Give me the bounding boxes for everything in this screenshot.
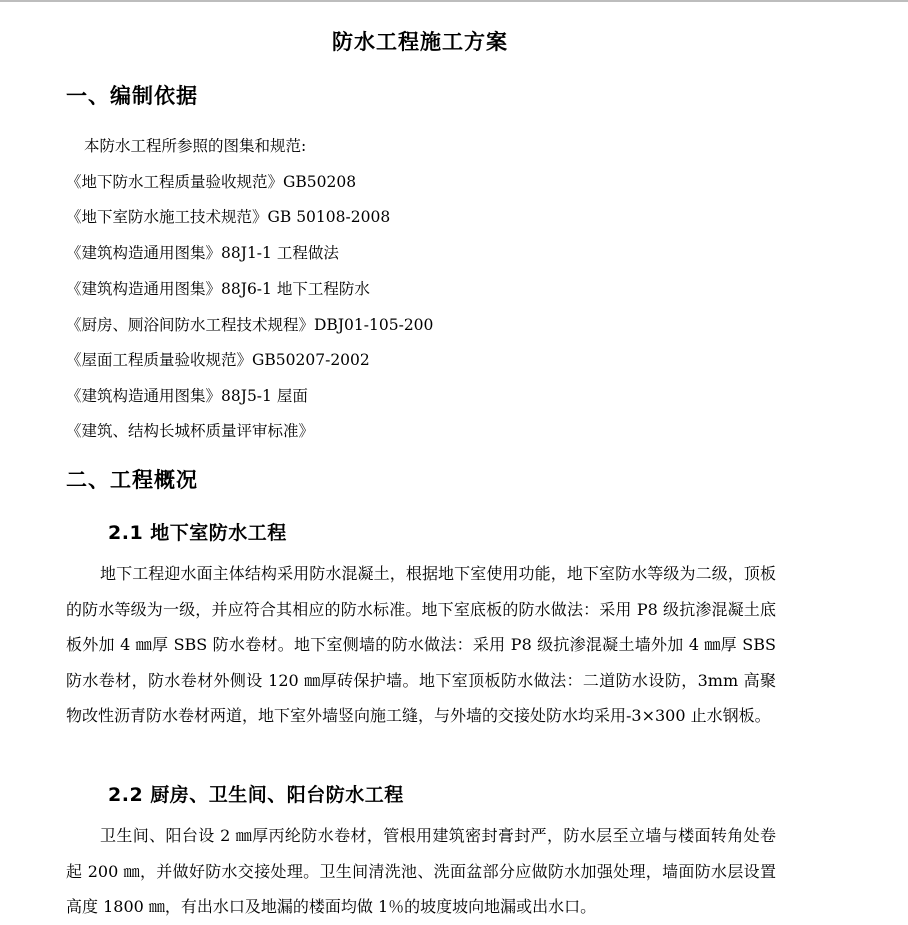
reference-item: 《建筑、结构长城杯质量评审标准》 (66, 422, 315, 440)
paragraph-kitchen-bath: 卫生间、阳台设 2 ㎜厚丙纶防水卷材，管根用建筑密封膏封严，防水层至立墙与楼面转角处卷起 200 ㎜，并做好防水交接处理。卫生间清洗池、洗面盆部分应做防水加强处理，墙面防水层设置高度 1800 ㎜，有出水口及地漏的楼面均做 1％的坡度坡向地漏或出水口。 (66, 826, 776, 916)
paragraph-basement: 地下工程迎水面主体结构采用防水混凝土，根据地下室使用功能，地下室防水等级为二级，顶板的防水等级为一级，并应符合其相应的防水标准。地下室底板的防水做法：采用 P8 级抗渗混凝土底板外加 4 ㎜厚 SBS 防水卷材。地下室侧墙的防水做法：采用 P8 级抗渗混凝土墙外加 4 ㎜厚 SBS 防水卷材，防水卷材外侧设 120 ㎜厚砖保护墙。地下室顶板防水做法：二道防水设防，3mm 高聚物改性沥青防水卷材两道，地下室外墙竖向施工缝，与外墙的交接处防水均采用-3×300 止水钢板。 (66, 564, 776, 725)
reference-item: 《厨房、厕浴间防水工程技术规程》DBJ01-105-200 (66, 316, 434, 334)
basis-intro: 本防水工程所参照的图集和规范: (84, 137, 307, 155)
reference-item: 《建筑构造通用图集》88J5-1 屋面 (66, 387, 308, 405)
subsection-heading-basement: 2.1 地下室防水工程 (108, 522, 287, 544)
reference-item: 《地下室防水施工技术规范》GB 50108-2008 (66, 208, 391, 226)
reference-item: 《建筑构造通用图集》88J1-1 工程做法 (66, 244, 339, 262)
reference-item: 《建筑构造通用图集》88J6-1 地下工程防水 (66, 280, 370, 298)
section-heading-overview: 二、工程概况 (66, 468, 198, 492)
reference-item: 《地下防水工程质量验收规范》GB50208 (66, 173, 357, 191)
subsection-heading-kitchen-bath: 2.2 厨房、卫生间、阳台防水工程 (108, 784, 404, 806)
document-title: 防水工程施工方案 (332, 30, 508, 54)
section-heading-basis: 一、编制依据 (66, 84, 198, 108)
reference-item: 《屋面工程质量验收规范》GB50207-2002 (66, 351, 370, 369)
